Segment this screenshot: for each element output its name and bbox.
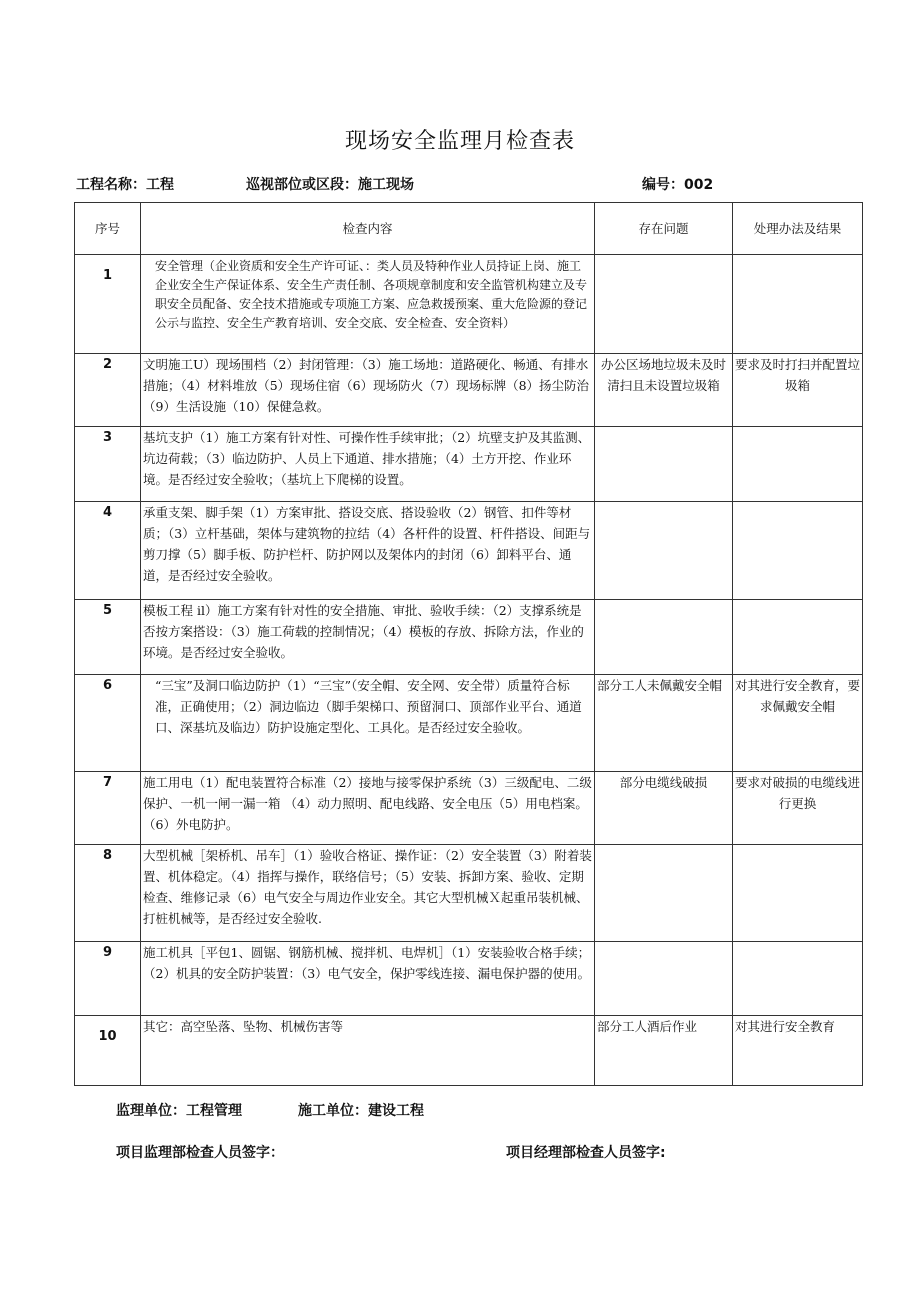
row-number: 8 bbox=[75, 845, 141, 942]
row-number: 3 bbox=[75, 427, 141, 502]
row-result bbox=[733, 427, 863, 502]
table-header-row bbox=[75, 203, 863, 255]
row-content: 施工用电（1）配电装置符合标准（2）接地与接零保护系统（3）三级配电、二级保护、一机一闸一漏一箱 （4）动力照明、配电线路、安全电压（5）用电档案。（6）外电防护。 bbox=[141, 772, 595, 845]
row-issue: 部分工人酒后作业 bbox=[595, 1016, 733, 1086]
document-number: 编号：002 bbox=[642, 177, 714, 193]
column-header-issues: 存在问题 bbox=[595, 203, 733, 255]
table-row bbox=[75, 1016, 863, 1086]
column-header-number: 序号 bbox=[75, 203, 141, 255]
row-issue bbox=[595, 255, 733, 354]
table-row bbox=[75, 675, 863, 772]
supervisor-unit: 监理单位：工程管理 bbox=[116, 1103, 242, 1119]
table-row bbox=[75, 845, 863, 942]
row-content: “三宝”及洞口临边防护（1）“三宝”（安全帽、安全网、安全带）质量符合标准，正确使用；（2）洞边临边（脚手架梯口、预留洞口、顶部作业平台、通道口、深基坑及临边）防护设施定型化、工具化。是否经过安全验收。 bbox=[141, 675, 595, 772]
row-result: 要求对破损的电缆线进行更换 bbox=[733, 772, 863, 845]
row-issue bbox=[595, 600, 733, 675]
table-row bbox=[75, 502, 863, 600]
row-number: 9 bbox=[75, 942, 141, 1016]
row-content: 施工机具［平包1、圆锯、钢筋机械、搅拌机、电焊机］（1）安装验收合格手续；（2）机具的安全防护装置：（3）电气安全，保护零线连接、漏电保护器的使用。 bbox=[141, 942, 595, 1016]
row-issue bbox=[595, 427, 733, 502]
row-result: 对其进行安全教育，要求佩戴安全帽 bbox=[733, 675, 863, 772]
row-issue: 部分工人未佩戴安全帽 bbox=[595, 675, 733, 772]
row-content: 文明施工U）现场围档（2）封闭管理：（3）施工场地：道路硬化、畅通、有排水措施；（4）材料堆放（5）现场住宿（6）现场防火（7）现场标牌（8）扬尘防治（9）生活设施（10）保健急救。 bbox=[141, 354, 595, 427]
column-header-result: 处理办法及结果 bbox=[733, 203, 863, 255]
table-row bbox=[75, 255, 863, 354]
supervisor-signature-label: 项目监理部检查人员签字： bbox=[116, 1145, 284, 1161]
row-content: 基坑支护（1）施工方案有针对性、可操作性手续审批；（2）坑壁支护及其监测、坑边荷载；（3）临边防护、人员上下通道、排水措施；（4）土方开挖、作业环境。是否经过安全验收；（基坑上下爬梯的设置。 bbox=[141, 427, 595, 502]
row-number: 6 bbox=[75, 675, 141, 772]
row-result: 对其进行安全教育 bbox=[733, 1016, 863, 1086]
row-content: 模板工程 il）施工方案有针对性的安全措施、审批、验收手续：（2）支撑系统是否按方案搭设：（3）施工荷载的控制情况；（4）模板的存放、拆除方法，作业的环境。是否经过安全验收。 bbox=[141, 600, 595, 675]
row-issue: 办公区场地垃圾未及时清扫且未设置垃圾箱 bbox=[595, 354, 733, 427]
inspection-table bbox=[74, 202, 863, 1086]
row-number: 10 bbox=[75, 1016, 141, 1086]
column-header-content: 检查内容 bbox=[141, 203, 595, 255]
row-result: 要求及时打扫并配置垃圾箱 bbox=[733, 354, 863, 427]
row-content: 承重支架、脚手架（1）方案审批、搭设交底、搭设验收（2）钢管、扣件等材质；（3）立杆基础，架体与建筑物的拉结（4）各杆件的设置、杆件搭设、间距与剪刀撑（5）脚手板、防护栏杆、防护网以及架体内的封闭（6）卸料平台、通道，是否经过安全验收。 bbox=[141, 502, 595, 600]
row-number: 5 bbox=[75, 600, 141, 675]
row-result bbox=[733, 942, 863, 1016]
row-number: 7 bbox=[75, 772, 141, 845]
project-name: 工程名称：工程 bbox=[76, 177, 174, 193]
construction-unit: 施工单位：建设工程 bbox=[298, 1103, 424, 1119]
row-result bbox=[733, 845, 863, 942]
row-content: 其它：高空坠落、坠物、机械伤害等 bbox=[141, 1016, 595, 1086]
row-issue bbox=[595, 502, 733, 600]
table-row bbox=[75, 427, 863, 502]
row-issue bbox=[595, 942, 733, 1016]
row-content: 安全管理（企业资质和安全生产许可证、：类人员及特种作业人员持证上岗、施工企业安全生产保证体系、安全生产责任制、各项规章制度和安全监管机构建立及专职安全员配备、安全技术措施或专项施工方案、应急救援预案、重大危险源的登记公示与监控、安全生产教育培训、安全交底、安全检查、安全资料） bbox=[141, 255, 595, 354]
row-number: 4 bbox=[75, 502, 141, 600]
manager-signature-label: 项目经理部检查人员签字: bbox=[506, 1145, 666, 1161]
inspection-area: 巡视部位或区段：施工现场 bbox=[246, 177, 414, 193]
row-issue bbox=[595, 845, 733, 942]
row-result bbox=[733, 502, 863, 600]
table-row bbox=[75, 772, 863, 845]
row-number: 2 bbox=[75, 354, 141, 427]
document-title: 现场安全监理月检查表 bbox=[344, 129, 575, 154]
table-row bbox=[75, 354, 863, 427]
row-result bbox=[733, 600, 863, 675]
row-result bbox=[733, 255, 863, 354]
row-issue: 部分电缆线破损 bbox=[595, 772, 733, 845]
table-row bbox=[75, 600, 863, 675]
table-row bbox=[75, 942, 863, 1016]
row-content: 大型机械［架桥机、吊车］（1）验收合格证、操作证：（2）安全装置（3）附着装置、机体稳定。（4）指挥与操作，联络信号；（5）安装、拆卸方案、验收、定期检查、维修记录（6）电气安全与周边作业安全。其它大型机械Ｘ起重吊装机械、打桩机械等，是否经过安全验收. bbox=[141, 845, 595, 942]
row-number: 1 bbox=[75, 255, 141, 354]
